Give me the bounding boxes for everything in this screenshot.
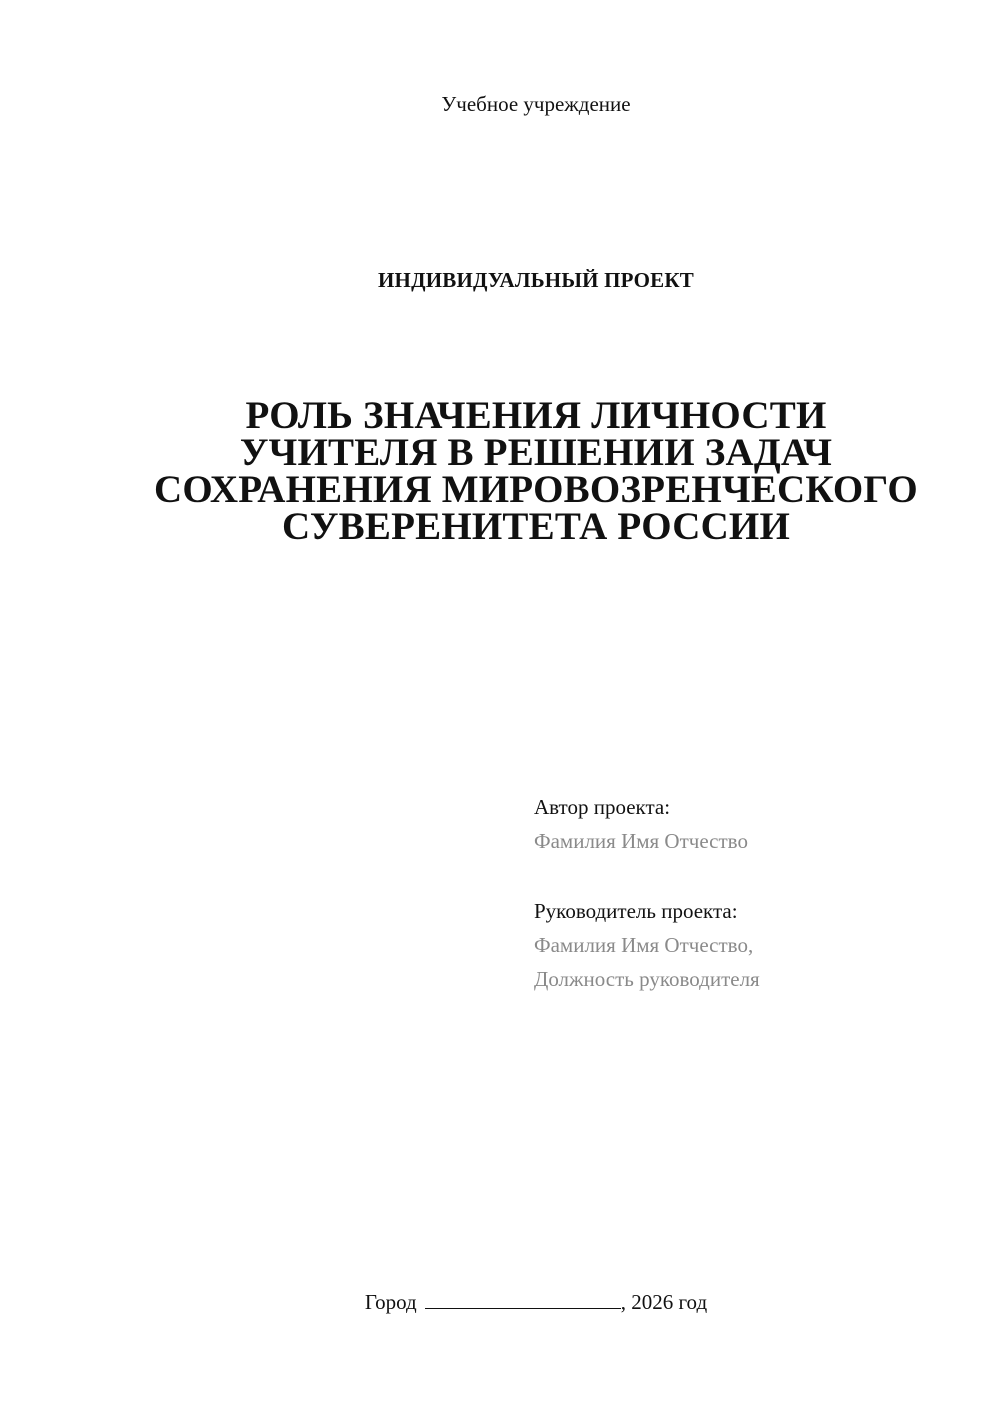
info-spacer: [534, 858, 954, 894]
institution-name: Учебное учреждение: [441, 92, 631, 116]
supervisor-label: Руководитель проекта:: [534, 899, 738, 923]
project-title-line-4: СУВЕРЕНИТЕТА РОССИИ: [281, 505, 791, 548]
city-year-line: [0, 1290, 1000, 1315]
supervisor-position-placeholder: Должность руководителя: [534, 967, 760, 991]
author-name-placeholder: Фамилия Имя Отчество: [534, 829, 748, 853]
city-label: Город: [364, 1290, 417, 1314]
project-type-heading: ИНДИВИДУАЛЬНЫЙ ПРОЕКТ: [378, 268, 694, 292]
city-blank-line: [425, 1290, 621, 1309]
project-title-line-2: УЧИТЕЛЯ В РЕШЕНИИ ЗАДАЧ: [239, 431, 833, 474]
project-title: [100, 394, 972, 548]
author-label: Автор проекта:: [534, 795, 671, 819]
project-info-block: [534, 790, 954, 996]
supervisor-name-placeholder: Фамилия Имя Отчество,: [534, 933, 754, 957]
project-title-line-1: РОЛЬ ЗНАЧЕНИЯ ЛИЧНОСТИ: [245, 394, 827, 437]
project-title-line-3: СОХРАНЕНИЯ МИРОВОЗРЕНЧЕСКОГО: [154, 468, 918, 511]
year-text: , 2026 год: [620, 1290, 708, 1314]
